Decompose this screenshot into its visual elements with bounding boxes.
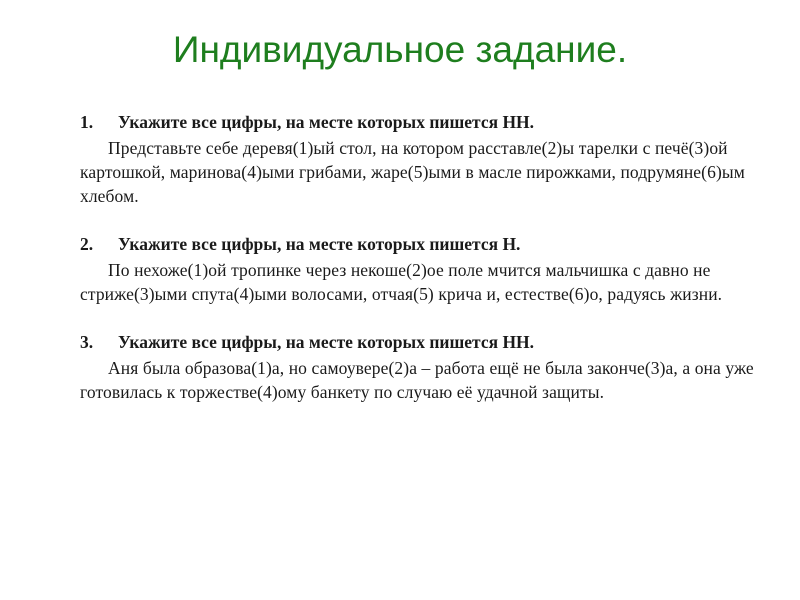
slide-title: Индивидуальное задание. xyxy=(172,29,628,70)
task-2 xyxy=(80,233,760,306)
task-heading xyxy=(80,233,760,255)
task-instruction: Укажите все цифры, на месте которых пишется Н. xyxy=(118,234,521,254)
task-text: Представьте себе деревя(1)ый стол, на котором расставле(2)ы тарелки с печё(3)ой картошкой, маринова(4)ыми грибами, жаре(5)ыми в масле пирожками, подрумяне(6)ым хлебом. xyxy=(80,138,745,206)
task-text: Аня была образова(1)а, но самоувере(2)а – работа ещё не была законче(3)а, а она уже готовилась к торжестве(4)ому банкету по случаю её удачной защиты. xyxy=(80,358,754,402)
task-number: 1. xyxy=(80,112,94,132)
task-instruction: Укажите все цифры, на месте которых пишется НН. xyxy=(118,112,535,132)
task-text: По нехоже(1)ой тропинке через некоше(2)ое поле мчится мальчишка с давно не стриже(3)ыми спута(4)ыми волосами, отчая(5) крича и, естестве(6)о, радуясь жизни. xyxy=(80,260,723,304)
task-3 xyxy=(80,331,760,404)
task-number: 3. xyxy=(80,332,94,352)
task-heading xyxy=(80,111,760,133)
task-1 xyxy=(80,111,760,208)
task-heading xyxy=(80,331,760,353)
task-instruction: Укажите все цифры, на месте которых пишется НН. xyxy=(118,332,535,352)
task-list xyxy=(80,111,760,429)
task-number: 2. xyxy=(80,234,94,254)
